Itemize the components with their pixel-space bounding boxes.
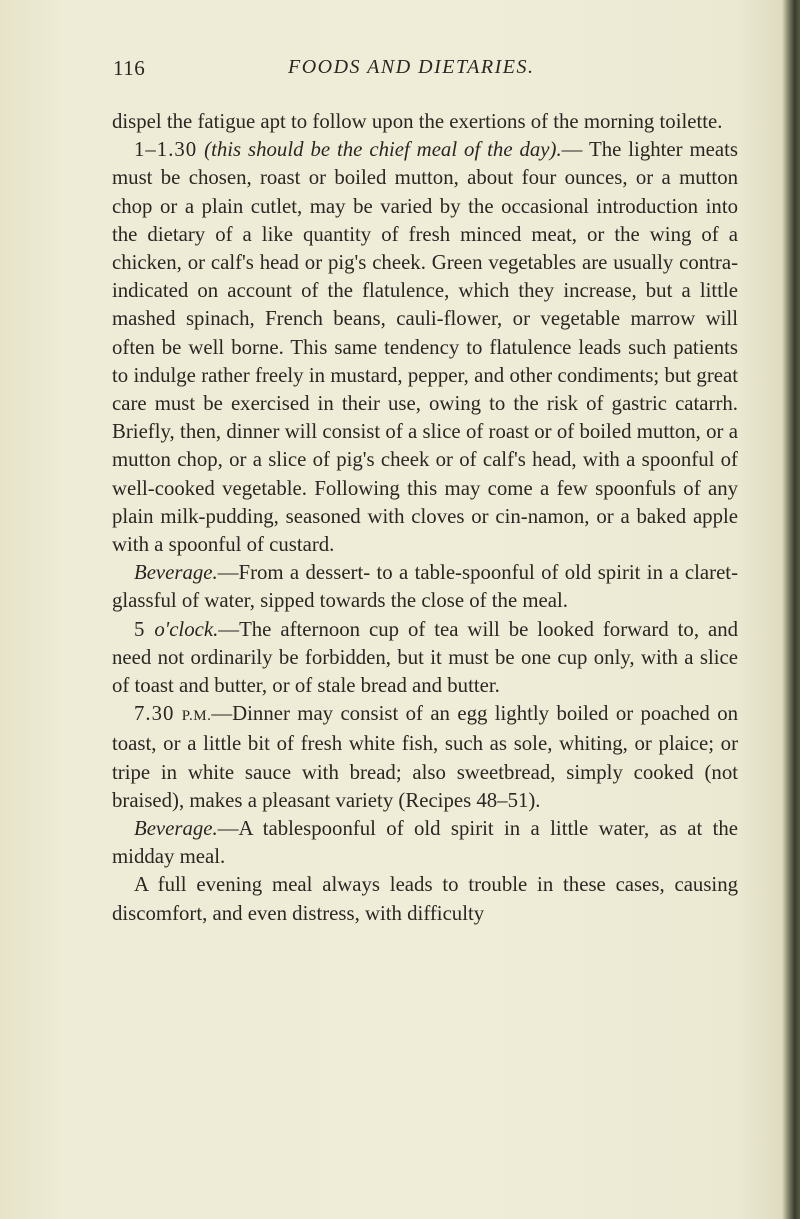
time-label: 7.30 bbox=[134, 702, 175, 726]
paragraph-midday-meal bbox=[112, 136, 738, 559]
paragraph-lead: o'clock. bbox=[154, 617, 219, 641]
pm-label: P.M. bbox=[181, 708, 212, 725]
paragraph-beverage-evening bbox=[112, 815, 738, 871]
time-label: 5 bbox=[134, 617, 146, 641]
page-header bbox=[0, 56, 800, 86]
paragraph-note: (this should be the chief meal of the day). bbox=[204, 138, 562, 162]
paragraph-text: dispel the fatigue apt to follow upon the exertions of the morning toilette. bbox=[112, 110, 723, 133]
paragraph-text: —Dinner may consist of an egg lightly boiled or poached on toast, or a little bit of fresh white fish, such as sole, whiting, or plaice; or tripe in white sauce with bread; also sweetbread, simply cooked (not braised), makes a pleasant variety (Recipes 48–51). bbox=[112, 702, 738, 812]
paragraph-text: A full evening meal always leads to trouble in these cases, causing discomfort, and even distress, with difficulty bbox=[112, 873, 738, 925]
running-head: FOODS AND DIETARIES. bbox=[288, 56, 535, 78]
page-number: 116 bbox=[113, 56, 146, 80]
paragraph-evening-dinner bbox=[112, 700, 738, 815]
paragraph-beverage-midday bbox=[112, 559, 738, 615]
paragraph-text: —A tablespoonful of old spirit in a little water, as at the midday meal. bbox=[112, 817, 738, 869]
paragraph-lead: Beverage. bbox=[134, 817, 218, 841]
paragraph-text: —From a dessert- to a table-spoonful of old spirit in a claret-glassful of water, sipped towards the close of the meal. bbox=[112, 561, 738, 613]
paragraph-text: —The afternoon cup of tea will be looked forward to, and need not ordinarily be forbidden, but it must be one cup only, with a slice of toast and butter, or of stale bread and butter. bbox=[112, 617, 738, 698]
paragraph-afternoon-tea bbox=[112, 616, 738, 701]
paragraph-lead: Beverage. bbox=[134, 561, 218, 585]
time-label: 1–1.30 bbox=[134, 138, 198, 162]
page-edge-shadow bbox=[782, 0, 800, 1219]
paragraph-continuation bbox=[112, 108, 738, 136]
body-text bbox=[112, 108, 738, 928]
paragraph-text: — The lighter meats must be chosen, roast or boiled mutton, about four ounces, or a mutton chop or a plain cutlet, may be varied by the occasional introduction into the dietary of a like quantity of fresh minced meat, or the wing of a chicken, or calf's head or pig's cheek. Green vegetables are usually contra-indicated on account of the flatulence, which they increase, but a little mashed spinach, French beans, cauli-flower, or vegetable marrow will often be well borne. This same tendency to flatulence leads such patients to indulge rather freely in mustard, pepper, and other condiments; but great care must be exercised in their use, owing to the risk of gastric catarrh. Briefly, then, dinner will consist of a slice of roast or of boiled mutton, or a mutton chop, or a slice of pig's cheek or of calf's head, with a spoonful of well-cooked vegetable. Following this may come a few spoonfuls of any plain milk-pudding, seasoned with cloves or cin-namon, or a baked apple with a spoonful of custard. bbox=[112, 138, 738, 557]
paragraph-evening-meal-warning bbox=[112, 871, 738, 927]
